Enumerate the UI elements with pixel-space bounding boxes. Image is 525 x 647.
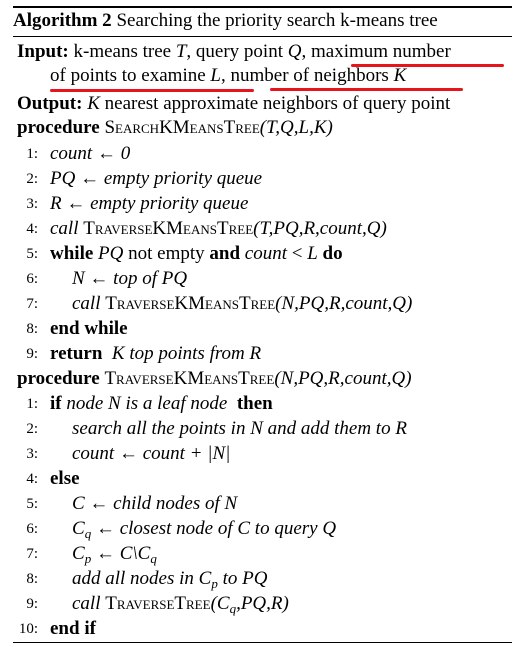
line-number: 8: [26, 321, 38, 337]
line-number: 4: [26, 471, 38, 487]
line-text [72, 542, 157, 566]
condition: node N is a leaf node [66, 393, 228, 414]
function-args: (N,PQ,R,count,Q) [275, 293, 413, 314]
proc2-line-3 [0, 442, 525, 466]
line-number: 6: [26, 271, 38, 287]
line-number: 9: [26, 596, 38, 612]
subscript: p [84, 551, 92, 566]
proc2-line-1 [0, 392, 525, 416]
proc1-line-7 [0, 292, 525, 316]
proc2-line-4 [0, 467, 525, 491]
line-text [72, 592, 289, 616]
text-not-empty: not empty [123, 243, 210, 264]
input-max-points-a: maximum number [310, 41, 451, 62]
bottom-rule [13, 642, 512, 643]
input-text-c: , [301, 41, 311, 62]
line-number: 5: [26, 496, 38, 512]
algorithm-label: Algorithm 2 [13, 10, 112, 31]
caption-rule [13, 36, 512, 37]
subscript: q [150, 551, 157, 566]
input-line-1 [17, 40, 451, 64]
line-number: 6: [26, 521, 38, 537]
line-number: 4: [26, 221, 38, 237]
proc2-line-9 [0, 592, 525, 616]
call-keyword: call [50, 218, 84, 239]
line-text [50, 342, 261, 366]
output-var-k: K [87, 93, 100, 114]
line-text [72, 292, 412, 316]
if-keyword: if [50, 393, 62, 414]
return-keyword: return [50, 343, 103, 364]
proc1-line-1 [0, 142, 525, 166]
proc1-line-6 [0, 267, 525, 291]
while-keyword: while [50, 243, 94, 264]
function-name: TraverseTree [105, 593, 211, 614]
var-pq: PQ [98, 243, 124, 264]
args-part: (C [210, 593, 230, 614]
top-rule [13, 6, 512, 8]
subscript: q [229, 601, 237, 616]
proc2-keyword: procedure [17, 368, 100, 389]
subscript: p [211, 576, 218, 591]
line-text: count ← count + |N| [72, 443, 231, 464]
input-label: Input: [17, 41, 69, 62]
subscript: q [84, 526, 92, 541]
assignment-text: ← C\C [91, 543, 151, 564]
var-l: L [307, 243, 318, 264]
proc1-line-9 [0, 342, 525, 366]
then-keyword: then [236, 393, 273, 414]
input-var-q: Q [287, 41, 302, 62]
and-keyword: and [209, 243, 241, 264]
input-text-b: , query point [186, 41, 288, 62]
line-number: 2: [26, 421, 38, 437]
line-text: R ← empty priority queue [50, 193, 249, 214]
proc2-args: (N,PQ,R,count,Q) [274, 368, 412, 389]
line-number: 9: [26, 346, 38, 362]
input-text-a: k-means tree [73, 41, 176, 62]
input-var-t: T [175, 41, 187, 62]
output-line [17, 92, 450, 116]
line-number: 1: [26, 396, 38, 412]
line-number: 1: [26, 146, 38, 162]
line-number: 7: [26, 546, 38, 562]
return-value: K top points from R [111, 343, 262, 364]
proc2-line-8 [0, 567, 525, 591]
function-name: TraverseKMeansTree [105, 293, 276, 314]
proc2-line-7 [0, 542, 525, 566]
line-number: 3: [26, 446, 38, 462]
line-text: N ← top of PQ [72, 268, 188, 289]
proc2-name: TraverseKMeansTree [104, 368, 275, 389]
proc1-line-8 [0, 317, 525, 341]
end-while-keyword: end while [50, 318, 128, 339]
proc2-line-2 [0, 417, 525, 441]
line-number: 7: [26, 296, 38, 312]
line-text [72, 567, 267, 591]
assignment-text: ← closest node of C to query Q [91, 518, 337, 539]
end-if-keyword: end if [50, 618, 96, 639]
call-keyword: call [72, 293, 106, 314]
line-text: count ← 0 [50, 143, 131, 164]
line-text: search all the points in N and add them to R [72, 418, 407, 439]
input-num-neighbors: number of neighbors [230, 65, 394, 86]
function-args [211, 593, 289, 614]
line-number: 2: [26, 171, 38, 187]
highlight-underline-3 [270, 88, 463, 91]
output-label: Output: [17, 93, 83, 114]
algorithm-caption [13, 9, 438, 33]
input-var-k: K [393, 65, 407, 86]
call-keyword: call [72, 593, 106, 614]
proc2-line-5 [0, 492, 525, 516]
function-name: TraverseKMeansTree [83, 218, 254, 239]
line-text [50, 242, 343, 266]
proc2-line-6 [0, 517, 525, 541]
proc1-name: SearchKMeansTree [104, 117, 260, 138]
else-keyword: else [50, 468, 80, 489]
proc1-line-4 [0, 217, 525, 241]
line-text: C ← child nodes of N [72, 493, 238, 514]
function-args: (T,PQ,R,count,Q) [253, 218, 387, 239]
line-number: 10: [18, 621, 38, 637]
input-line-2 [50, 64, 406, 88]
do-keyword: do [322, 243, 343, 264]
input-max-points-b: of points to examine [50, 65, 211, 86]
text: add all nodes in C [72, 568, 212, 589]
output-text: nearest approximate neighbors of query point [99, 93, 451, 114]
proc2-line-10 [0, 617, 525, 641]
less-than: < [287, 243, 308, 264]
line-text: PQ ← empty priority queue [50, 168, 263, 189]
line-text [50, 217, 387, 241]
line-text [72, 517, 336, 541]
args-part: ,PQ,R) [236, 593, 289, 614]
var-count: count [244, 243, 287, 264]
input-var-l: L [210, 65, 221, 86]
line-number: 8: [26, 571, 38, 587]
proc1-keyword: procedure [17, 117, 100, 138]
line-number: 5: [26, 246, 38, 262]
proc1-args: (T,Q,L,K) [259, 117, 333, 138]
proc2-header [17, 367, 412, 391]
line-text [50, 392, 273, 416]
line-number: 3: [26, 196, 38, 212]
algorithm-title: Searching the priority search k-means tree [116, 10, 438, 31]
proc1-line-2 [0, 167, 525, 191]
proc1-line-3 [0, 192, 525, 216]
proc1-header [17, 116, 333, 140]
proc1-line-5 [0, 242, 525, 266]
var-c: C [72, 518, 85, 539]
input-sep: , [221, 65, 226, 86]
text: to PQ [217, 568, 268, 589]
var-c: C [72, 543, 85, 564]
